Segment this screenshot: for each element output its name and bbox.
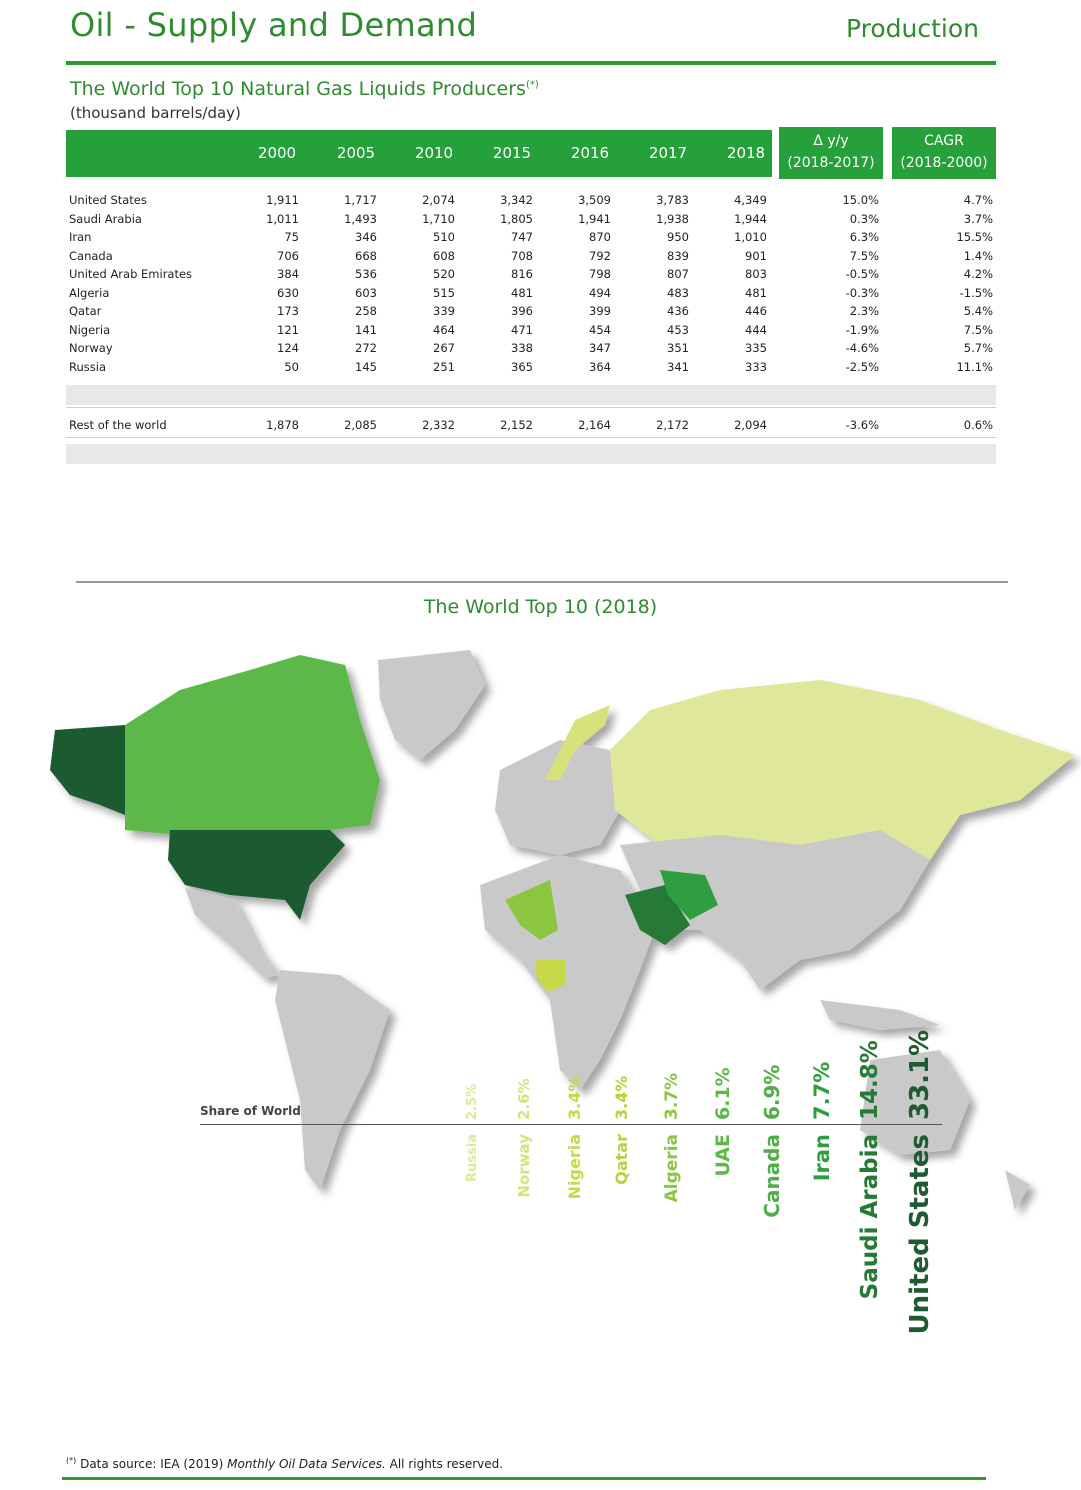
- yoy-cell: -0.3%: [845, 285, 879, 300]
- table-cell: 384: [277, 267, 299, 281]
- share-country: Russia: [465, 1134, 480, 1182]
- yoy-cell: -4.6%: [845, 341, 879, 355]
- cagr-cell: 5.4%: [963, 304, 993, 318]
- cagr-cell: 11.1%: [956, 359, 993, 374]
- southeast-asia: [820, 1000, 940, 1030]
- table-cell: 608: [433, 248, 455, 263]
- table-cell: 515: [433, 285, 455, 300]
- table-cell: 75: [284, 230, 299, 244]
- table-cell: 2,164: [578, 418, 611, 432]
- table-row: [66, 339, 996, 357]
- footnote: (*) Data source: IEA (2019) Monthly Oil Data Services. All rights reserved.: [66, 1456, 504, 1471]
- table-cell: 351: [667, 341, 689, 355]
- table-cell: 3,783: [656, 193, 689, 207]
- table-row: [66, 358, 996, 376]
- row-label: Rest of the world: [69, 418, 167, 432]
- table-cell: 1,911: [266, 193, 299, 207]
- share-country: Nigeria: [565, 1134, 584, 1200]
- share-country: Saudi Arabia: [857, 1134, 883, 1300]
- table-cell: 706: [277, 248, 299, 263]
- cagr-cell: 15.5%: [956, 230, 993, 244]
- table-cell: 1,717: [344, 193, 377, 207]
- row-label: Russia: [69, 359, 106, 374]
- yoy-cell: 6.3%: [849, 230, 879, 244]
- share-label: Share of World: [200, 1104, 301, 1118]
- table-cell: 2,332: [422, 418, 455, 432]
- cagr-cell: 4.2%: [963, 267, 993, 281]
- table-cell: 339: [433, 304, 455, 318]
- central-america: [185, 888, 280, 978]
- share-country: Algeria: [662, 1134, 682, 1203]
- row-label: Norway: [69, 341, 113, 355]
- table-cell: 1,011: [266, 211, 299, 226]
- table-cell: 446: [745, 304, 767, 318]
- yoy-cell: -3.6%: [845, 418, 879, 432]
- table-cell: 251: [433, 359, 455, 374]
- share-value: 3.7%: [662, 1072, 682, 1120]
- table-cell: 1,805: [500, 211, 533, 226]
- table-cell: 481: [745, 285, 767, 300]
- share-value: 6.9%: [760, 1064, 784, 1120]
- table-cell: 346: [355, 230, 377, 244]
- country-united-states-alaska: [50, 725, 125, 815]
- yoy-cell: -0.5%: [845, 267, 879, 281]
- row-label: Canada: [69, 248, 113, 263]
- table-cell: 816: [511, 267, 533, 281]
- table-cell: 335: [745, 341, 767, 355]
- table-cell: 630: [277, 285, 299, 300]
- row-label: Algeria: [69, 285, 110, 300]
- share-country: Canada: [760, 1134, 784, 1218]
- table-cell: 454: [589, 322, 611, 337]
- section-divider: [76, 581, 1008, 583]
- share-value: 3.4%: [612, 1075, 631, 1120]
- year-header: 2005: [336, 144, 376, 162]
- table-cell: 333: [745, 359, 767, 374]
- table-cell: 50: [284, 359, 299, 374]
- year-header: 2010: [414, 144, 454, 162]
- share-value: 6.1%: [712, 1067, 734, 1120]
- table-cell: 396: [511, 304, 533, 318]
- table-cell: 839: [667, 248, 689, 263]
- table-cell: 708: [511, 248, 533, 263]
- share-country: Iran: [810, 1134, 834, 1182]
- year-header: 2018: [726, 144, 766, 162]
- table-cell: 347: [589, 341, 611, 355]
- yoy-header: Δ y/y (2018-2017): [779, 127, 883, 179]
- table-cell: 338: [511, 341, 533, 355]
- year-header: 2016: [570, 144, 610, 162]
- cagr-cell: -1.5%: [959, 285, 993, 300]
- country-canada: [125, 655, 380, 835]
- table-cell: 453: [667, 322, 689, 337]
- table-row: [66, 191, 996, 209]
- row-label: Qatar: [69, 304, 102, 318]
- table-cell: 2,085: [344, 418, 377, 432]
- yoy-cell: -1.9%: [845, 322, 879, 337]
- table-cell: 483: [667, 285, 689, 300]
- table-row: [66, 265, 996, 283]
- table-cell: 520: [433, 267, 455, 281]
- table-cell: 950: [667, 230, 689, 244]
- table-cell: 798: [589, 267, 611, 281]
- table-cell: 173: [277, 304, 299, 318]
- table-cell: 471: [511, 322, 533, 337]
- row-label: United States: [69, 193, 147, 207]
- row-label: Iran: [69, 230, 92, 244]
- table-row: [66, 416, 996, 434]
- table-cell: 603: [355, 285, 377, 300]
- year-header: 2000: [257, 144, 297, 162]
- table-cell: 2,172: [656, 418, 689, 432]
- yoy-cell: 15.0%: [842, 193, 879, 207]
- share-value: 14.8%: [857, 1040, 883, 1120]
- table-row: [66, 284, 996, 302]
- cagr-header: CAGR (2018-2000): [892, 127, 996, 179]
- table-cell: 341: [667, 359, 689, 374]
- share-country: United States: [905, 1134, 935, 1335]
- header-rule: [66, 61, 996, 65]
- share-country: Norway: [515, 1134, 533, 1198]
- cagr-cell: 5.7%: [963, 341, 993, 355]
- cagr-cell: 1.4%: [963, 248, 993, 263]
- table-cell: 870: [589, 230, 611, 244]
- table-cell: 494: [589, 285, 611, 300]
- table-cell: 807: [667, 267, 689, 281]
- greenland: [378, 650, 485, 760]
- share-axis: [200, 1124, 942, 1125]
- row-label: United Arab Emirates: [69, 267, 193, 281]
- table-row: [66, 302, 996, 320]
- page-title: Oil - Supply and Demand: [70, 6, 478, 44]
- table-cell: 145: [355, 359, 377, 374]
- yoy-cell: -2.5%: [845, 359, 879, 374]
- row-band: [66, 444, 996, 464]
- table-cell: 267: [433, 341, 455, 355]
- table-cell: 444: [745, 322, 767, 337]
- table-cell: 1,710: [422, 211, 455, 226]
- table-header: [66, 130, 772, 177]
- table-cell: 1,878: [266, 418, 299, 432]
- table-cell: 1,493: [344, 211, 377, 226]
- table-cell: 3,509: [578, 193, 611, 207]
- table-cell: 121: [277, 322, 299, 337]
- table-row: [66, 247, 996, 265]
- table-cell: 510: [433, 230, 455, 244]
- table-cell: 1,944: [734, 211, 767, 226]
- yoy-cell: 2.3%: [849, 304, 879, 318]
- share-value: 2.5%: [465, 1083, 480, 1120]
- table-cell: 1,938: [656, 211, 689, 226]
- south-america: [275, 970, 390, 1190]
- cagr-cell: 3.7%: [963, 211, 993, 226]
- section-label: Production: [845, 14, 979, 43]
- table-title: The World Top 10 Natural Gas Liquids Producers(*): [70, 78, 539, 100]
- share-country: Qatar: [612, 1134, 631, 1185]
- table-cell: 668: [355, 248, 377, 263]
- table-cell: 536: [355, 267, 377, 281]
- table-cell: 901: [745, 248, 767, 263]
- cagr-cell: 0.6%: [963, 418, 993, 432]
- table-cell: 3,342: [500, 193, 533, 207]
- table-cell: 2,074: [422, 193, 455, 207]
- country-russia: [610, 680, 1075, 860]
- yoy-cell: 7.5%: [849, 248, 879, 263]
- footer-rule: [62, 1477, 986, 1480]
- table-cell: 792: [589, 248, 611, 263]
- table-cell: 1,941: [578, 211, 611, 226]
- share-value: 7.7%: [810, 1061, 834, 1120]
- table-cell: 141: [355, 322, 377, 337]
- table-units: (thousand barrels/day): [70, 104, 241, 122]
- table-cell: 2,094: [734, 418, 767, 432]
- table-cell: 464: [433, 322, 455, 337]
- new-zealand: [1005, 1170, 1030, 1210]
- table-cell: 2,152: [500, 418, 533, 432]
- map-title: The World Top 10 (2018): [423, 596, 658, 618]
- table-cell: 436: [667, 304, 689, 318]
- row-divider: [66, 437, 996, 438]
- table-row: [66, 321, 996, 339]
- table-cell: 272: [355, 341, 377, 355]
- row-band: [66, 385, 996, 405]
- table-cell: 364: [589, 359, 611, 374]
- table-cell: 1,010: [734, 230, 767, 244]
- year-header: 2015: [492, 144, 532, 162]
- table-cell: 399: [589, 304, 611, 318]
- table-row: [66, 210, 996, 228]
- cagr-cell: 7.5%: [963, 322, 993, 337]
- table-cell: 747: [511, 230, 533, 244]
- row-divider: [66, 407, 996, 408]
- share-value: 2.6%: [515, 1078, 533, 1120]
- table-cell: 4,349: [734, 193, 767, 207]
- table-row: [66, 228, 996, 246]
- table-cell: 803: [745, 267, 767, 281]
- row-label: Nigeria: [69, 322, 111, 337]
- africa: [480, 855, 655, 1090]
- table-cell: 258: [355, 304, 377, 318]
- row-label: Saudi Arabia: [69, 211, 142, 226]
- share-value: 33.1%: [905, 1029, 935, 1120]
- year-header: 2017: [648, 144, 688, 162]
- table-cell: 124: [277, 341, 299, 355]
- cagr-cell: 4.7%: [963, 193, 993, 207]
- yoy-cell: 0.3%: [849, 211, 879, 226]
- share-value: 3.4%: [565, 1075, 584, 1120]
- share-country: UAE: [712, 1134, 734, 1177]
- table-cell: 481: [511, 285, 533, 300]
- table-cell: 365: [511, 359, 533, 374]
